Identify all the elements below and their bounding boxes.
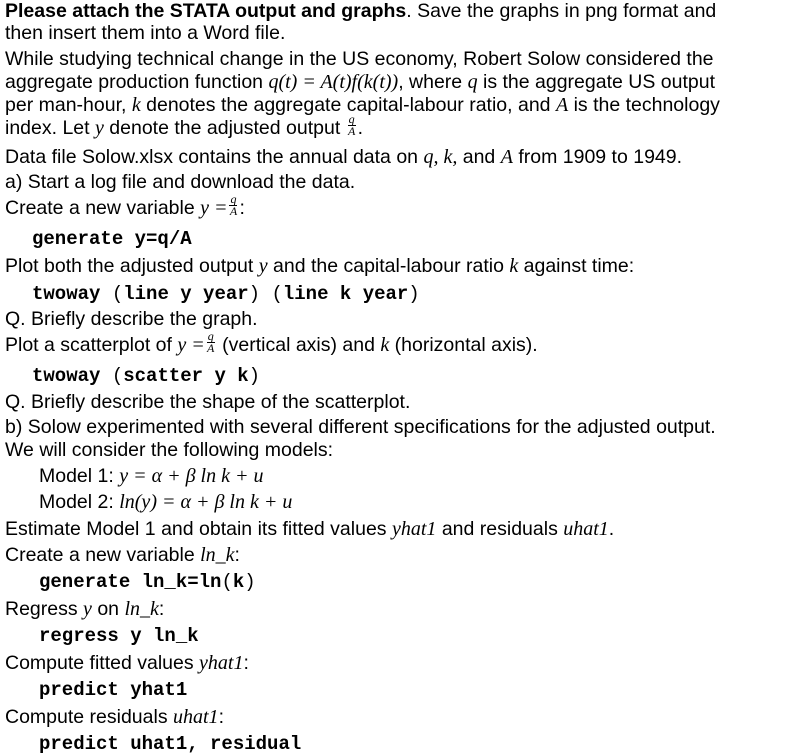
fraction-q-over-a: $\frac{q}{A}$: [229, 192, 238, 219]
plot-instruction-line: Plot both the adjusted output y and the capital-labour ratio k against time:: [5, 255, 635, 277]
header-bold: Please attach the STATA output and graphs: [5, 0, 407, 22]
scatterplot-instruction-line: Plot a scatterplot of y = $\frac{q}{A}$ (vertical axis) and k (horizontal axis).: [5, 329, 538, 356]
residuals-instruction: Compute residuals uhat1:: [5, 706, 224, 728]
stata-command-twoway-scatter: twoway (scatter y k): [32, 365, 261, 387]
header-line-2: then insert them into a Word file.: [5, 22, 286, 44]
part-a-title: a) Start a log file and download the data.: [5, 171, 356, 193]
create-variable-line: Create a new variable y = $\frac{q}{A}$ :: [5, 192, 245, 219]
question-describe-scatterplot: Q. Briefly describe the shape of the scatterplot.: [5, 391, 411, 413]
stata-command-predict-residual: predict uhat1, residual: [39, 733, 302, 755]
intro-line-4: index. Let y denote the adjusted output $\frac{q}{A}$ .: [5, 112, 364, 139]
fraction-q-over-a: $\frac{q}{A}$: [347, 112, 356, 139]
stata-command-predict-yhat: predict yhat1: [39, 679, 188, 701]
regress-instruction-line: Regress y on ln_k:: [5, 598, 165, 620]
part-b-line-2: We will consider the following models:: [5, 439, 334, 461]
stata-command-twoway-line: twoway (line y year) (line k year): [32, 283, 420, 305]
intro-line-1: While studying technical change in the US economy, Robert Solow considered the: [5, 48, 714, 70]
header-line-1: [5, 0, 716, 23]
header-rest: . Save the graphs in png format and: [406, 0, 717, 22]
create-ln-k-line: Create a new variable ln_k:: [5, 544, 240, 566]
production-function: q(t) = A(t)f(k(t)): [268, 71, 399, 93]
intro-line-2: aggregate production function q(t) = A(t)f(k(t)), where q is the aggregate US output: [5, 71, 715, 93]
question-describe-graph: Q. Briefly describe the graph.: [5, 308, 258, 330]
model-2: Model 2: ln(y) = α + β ln k + u: [39, 491, 293, 513]
fraction-q-over-a: $\frac{q}{A}$: [207, 329, 215, 356]
estimate-instruction-line: Estimate Model 1 and obtain its fitted values yhat1 and residuals uhat1.: [5, 518, 615, 540]
model-2-equation: ln(y) = α + β ln k + u: [119, 491, 293, 513]
stata-command-generate-ln-k: generate ln_k=ln(k): [39, 571, 256, 593]
model-1-equation: y = α + β ln k + u: [119, 465, 264, 487]
intro-line-3: per man-hour, k denotes the aggregate capital-labour ratio, and A is the technology: [5, 94, 720, 116]
stata-command-regress: regress y ln_k: [39, 625, 199, 647]
fitted-values-instruction: Compute fitted values yhat1:: [5, 652, 249, 674]
part-b-line-1: b) Solow experimented with several different specifications for the adjusted output.: [5, 416, 716, 438]
model-1: Model 1: y = α + β ln k + u: [39, 465, 264, 487]
data-file-line: Data file Solow.xlsx contains the annual data on q, k, and A from 1909 to 1949.: [5, 146, 683, 168]
stata-command-generate-y: generate y=q/A: [32, 228, 192, 250]
